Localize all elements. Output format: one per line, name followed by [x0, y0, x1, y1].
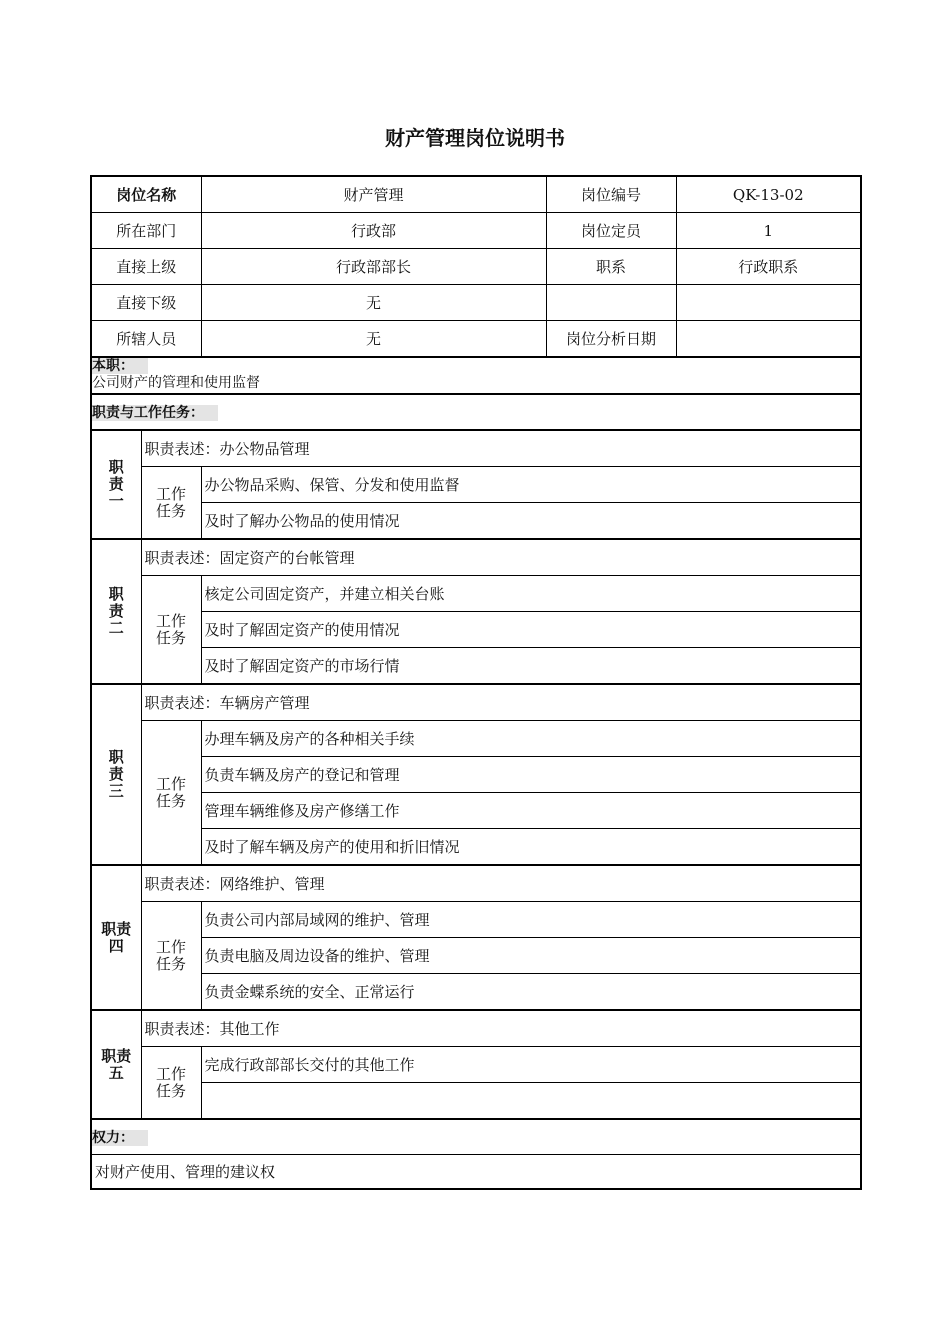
responsibility-2-task-row [91, 576, 861, 612]
duty-heading: 本职： [92, 358, 148, 374]
job-description-table [90, 175, 862, 1190]
duty-text: 公司财产的管理和使用监督 [92, 375, 260, 391]
task-item: 管理车辆维修及房产修缮工作 [201, 793, 861, 829]
staff-label: 所辖人员 [91, 321, 201, 358]
duty-cell [91, 357, 861, 394]
superior-value: 行政部部长 [201, 249, 546, 285]
series-label: 职系 [546, 249, 676, 285]
task-item: 负责电脑及周边设备的维护、管理 [201, 938, 861, 974]
position-name-value: 财产管理 [201, 176, 546, 213]
responsibility-4-task-row [91, 974, 861, 1011]
responsibility-3-task-row [91, 721, 861, 757]
responsibility-3-task-row [91, 829, 861, 866]
responsibility-1-description: 职责表述：办公物品管理 [141, 430, 861, 467]
responsibility-1-name: 职责一 [91, 430, 141, 539]
task-item: 负责车辆及房产的登记和管理 [201, 757, 861, 793]
task-item: 核定公司固定资产，并建立相关台账 [201, 576, 861, 612]
work-task-label: 工作任务 [141, 576, 201, 685]
headcount-label: 岗位定员 [546, 213, 676, 249]
position-name-label: 岗位名称 [91, 176, 201, 213]
responsibility-3-task-row [91, 757, 861, 793]
position-code-value: QK-13-02 [676, 176, 861, 213]
responsibility-3-name: 职责三 [91, 684, 141, 865]
responsibility-4-task-row [91, 938, 861, 974]
responsibility-2-task-row [91, 648, 861, 685]
empty-cell [546, 285, 676, 321]
responsibility-1-desc-row [91, 430, 861, 467]
authority-heading-cell [91, 1119, 861, 1155]
department-value: 行政部 [201, 213, 546, 249]
responsibility-3-description: 职责表述：车辆房产管理 [141, 684, 861, 721]
info-row-position [91, 176, 861, 213]
responsibility-2-name: 职责二 [91, 539, 141, 684]
authority-heading: 权力： [92, 1130, 148, 1146]
superior-label: 直接上级 [91, 249, 201, 285]
authority-text: 对财产使用、管理的建议权 [91, 1155, 861, 1190]
responsibility-5-task-row [91, 1083, 861, 1120]
subordinate-label: 直接下级 [91, 285, 201, 321]
task-item: 及时了解车辆及房产的使用和折旧情况 [201, 829, 861, 866]
responsibility-5-task-row [91, 1047, 861, 1083]
work-task-label: 工作任务 [141, 1047, 201, 1120]
responsibilities-heading-cell [91, 394, 861, 430]
responsibility-4-name: 职责四 [91, 865, 141, 1010]
subordinate-value: 无 [201, 285, 546, 321]
task-item: 及时了解固定资产的使用情况 [201, 612, 861, 648]
task-item: 及时了解固定资产的市场行情 [201, 648, 861, 685]
responsibility-5-name: 职责五 [91, 1010, 141, 1119]
responsibility-4-description: 职责表述：网络维护、管理 [141, 865, 861, 902]
responsibility-1-task-row [91, 503, 861, 540]
staff-value: 无 [201, 321, 546, 358]
responsibilities-heading: 职责与工作任务： [92, 405, 218, 421]
task-item: 及时了解办公物品的使用情况 [201, 503, 861, 540]
department-label: 所在部门 [91, 213, 201, 249]
responsibility-4-desc-row [91, 865, 861, 902]
analysis-date-label: 岗位分析日期 [546, 321, 676, 358]
authority-row [91, 1155, 861, 1190]
responsibility-3-task-row [91, 793, 861, 829]
authority-heading-row [91, 1119, 861, 1155]
responsibility-1-task-row [91, 467, 861, 503]
responsibility-5-desc-row [91, 1010, 861, 1047]
info-row-subordinate [91, 285, 861, 321]
page-title: 财产管理岗位说明书 [385, 126, 565, 150]
responsibility-2-task-row [91, 612, 861, 648]
work-task-label: 工作任务 [141, 902, 201, 1011]
position-code-label: 岗位编号 [546, 176, 676, 213]
work-task-label: 工作任务 [141, 721, 201, 866]
analysis-date-value [676, 321, 861, 358]
work-task-label: 工作任务 [141, 467, 201, 540]
responsibility-3-desc-row [91, 684, 861, 721]
info-row-staff [91, 321, 861, 358]
task-item: 完成行政部部长交付的其他工作 [201, 1047, 861, 1083]
task-item: 负责公司内部局域网的维护、管理 [201, 902, 861, 938]
responsibility-4-task-row [91, 902, 861, 938]
responsibilities-heading-row [91, 394, 861, 430]
series-value: 行政职系 [676, 249, 861, 285]
info-row-superior [91, 249, 861, 285]
empty-cell [676, 285, 861, 321]
task-item [201, 1083, 861, 1120]
task-item: 负责金蝶系统的安全、正常运行 [201, 974, 861, 1011]
responsibility-2-desc-row [91, 539, 861, 576]
responsibility-5-description: 职责表述：其他工作 [141, 1010, 861, 1047]
duty-row [91, 357, 861, 394]
headcount-value: 1 [676, 213, 861, 249]
task-item: 办公物品采购、保管、分发和使用监督 [201, 467, 861, 503]
info-row-department [91, 213, 861, 249]
task-item: 办理车辆及房产的各种相关手续 [201, 721, 861, 757]
responsibility-2-description: 职责表述：固定资产的台帐管理 [141, 539, 861, 576]
